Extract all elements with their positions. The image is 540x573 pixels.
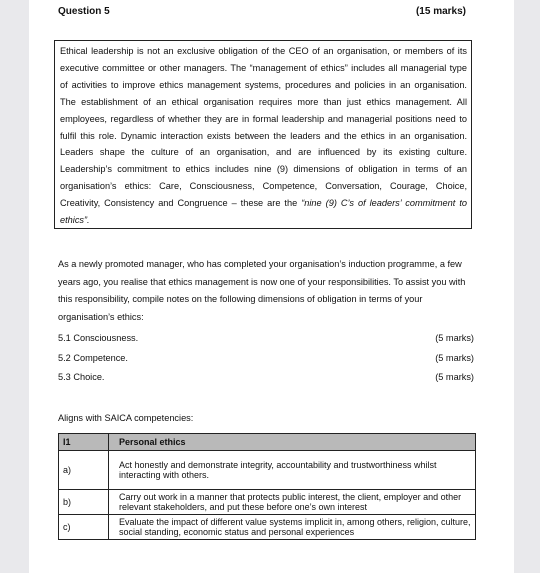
subquestion-list <box>58 333 474 392</box>
case-text-body: Ethical leadership is not an exclusive obligation of the CEO of an organisation, or members of its executive committee or other managers. The “management of ethics” includes all managerial type of activities to improve ethics management systems, procedures and policies in an organisation. The establishment of an ethical organisation requires more than just ethics management. All employees, regardless of whether they are in formal leadership and managerial positions need to fulfil this role. Dynamic interaction exists between the leaders and the ethics in an organisation. Leaders shape the culture of an organisation, and are influenced by its existing culture. Leadership’s commitment to ethics includes nine (9) dimensions of obligation in terms of an organisation’s ethics: Care, Consciousness, Competence, Conversation, Courage, Choice, Creativity, Consistency and Congruence – these are the <box>60 46 467 209</box>
row-letter: b) <box>59 490 109 515</box>
question-header <box>58 6 466 17</box>
row-text: Act honestly and demonstrate integrity, accountability and trustworthiness whilst interacting with others. <box>109 451 476 490</box>
competency-table <box>58 433 476 540</box>
subquestion-item <box>58 333 474 353</box>
question-marks: (15 marks) <box>415 6 466 17</box>
subquestion-marks: (5 marks) <box>435 333 474 343</box>
subquestion-marks: (5 marks) <box>435 352 474 363</box>
subquestion-item <box>58 372 474 392</box>
table-row <box>59 451 476 490</box>
table-header-title: Personal ethics <box>109 434 476 451</box>
case-text-box <box>54 40 472 229</box>
subquestion-label: 5.2 Competence. <box>58 352 128 363</box>
row-text: Carry out work in a manner that protects public interest, the client, employer and other relevant stakeholders, and put these before one’s own interest <box>109 490 476 515</box>
subquestion-label: 5.3 Choice. <box>58 372 105 383</box>
subquestion-marks: (5 marks) <box>435 372 474 383</box>
subquestion-label: 5.1 Consciousness. <box>58 333 139 343</box>
table-header-row <box>59 434 476 451</box>
aligns-label: Aligns with SAICA competencies: <box>58 413 194 423</box>
subquestion-item <box>58 353 474 373</box>
table-header-code: I1 <box>59 434 109 451</box>
table-row <box>59 515 476 540</box>
row-letter: a) <box>59 451 109 490</box>
row-letter: c) <box>59 515 109 540</box>
table-row <box>59 490 476 515</box>
question-title: Question 5 <box>58 6 110 17</box>
instruction-paragraph: As a newly promoted manager, who has completed your organisation’s induction programme, a few years ago, you realise that ethics management is now one of your responsibilities. To assist you with this responsibility, compile notes on the following dimensions of obligation in terms of your organisation’s ethics: <box>58 259 466 322</box>
row-text: Evaluate the impact of different value systems implicit in, among others, religion, culture, social standing, economic status and personal experiences <box>109 515 476 540</box>
case-text-italic: “nine (9) C’s of leaders’ commitment to ethics”. <box>60 198 467 226</box>
